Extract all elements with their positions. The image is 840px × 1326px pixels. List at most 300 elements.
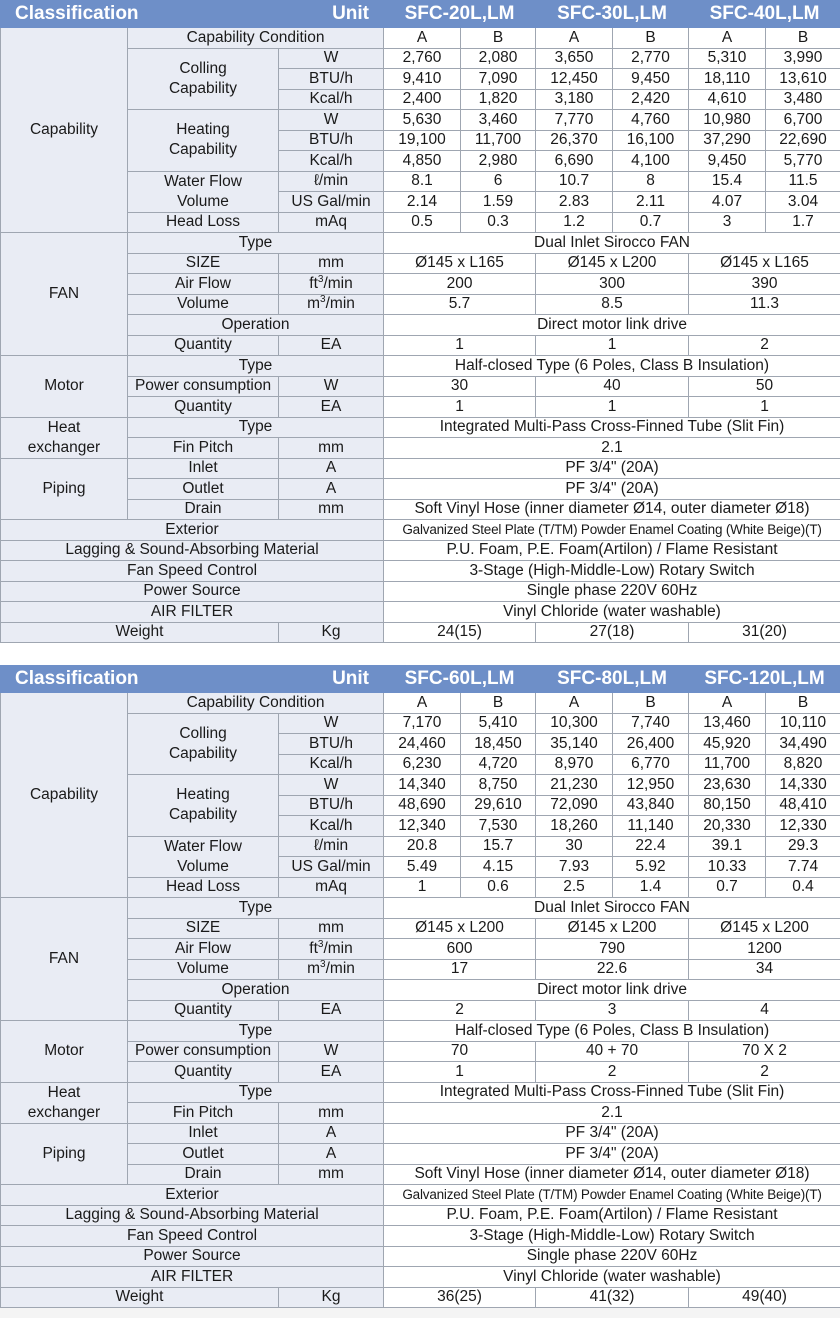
- row-label: Quantity: [128, 397, 279, 418]
- row-label: Power Source: [1, 581, 384, 602]
- value-cell: 11,700: [689, 754, 766, 775]
- condition-cell: B: [461, 693, 536, 714]
- value-cell: 6,690: [536, 151, 613, 172]
- value-cell: Integrated Multi-Pass Cross-Finned Tube (Slit Fin): [384, 1082, 840, 1103]
- table-row: [1, 458, 840, 479]
- table-row: [1, 417, 840, 438]
- row-label: Outlet: [128, 1144, 279, 1165]
- value-cell: 43,840: [613, 795, 689, 816]
- row-label: Quantity: [128, 335, 279, 356]
- group-label: Piping: [1, 458, 128, 520]
- value-cell: 80,150: [689, 795, 766, 816]
- value-cell: 19,100: [384, 130, 461, 151]
- row-label: Type: [128, 356, 384, 377]
- unit-suffix: /min: [325, 295, 355, 313]
- value-cell: 8.5: [536, 294, 689, 315]
- row-label: SIZE: [128, 253, 279, 274]
- unit-cell: EA: [279, 1062, 384, 1083]
- value-cell: 2.5: [536, 877, 613, 898]
- spec-table: [0, 665, 840, 1308]
- value-cell: 2,400: [384, 89, 461, 110]
- value-cell: 7,770: [536, 110, 613, 131]
- value-cell: 37,290: [689, 130, 766, 151]
- value-cell: 5,410: [461, 713, 536, 734]
- value-cell: Ø145 x L200: [536, 253, 689, 274]
- table-row: [1, 581, 840, 602]
- row-label: AIR FILTER: [1, 1267, 384, 1288]
- unit-cell: W: [279, 110, 384, 131]
- value-cell: 40 + 70: [536, 1041, 689, 1062]
- unit-cell: [279, 294, 384, 315]
- row-label: Fin Pitch: [128, 438, 279, 459]
- value-cell: 11,140: [613, 816, 689, 837]
- value-cell: 12,450: [536, 69, 613, 90]
- value-cell: 70 X 2: [689, 1041, 840, 1062]
- row-label: Fin Pitch: [128, 1103, 279, 1124]
- unit-cell: mm: [279, 918, 384, 939]
- value-cell: 11.3: [689, 294, 840, 315]
- value-cell: 23,630: [689, 775, 766, 796]
- value-cell: 36(25): [384, 1287, 536, 1308]
- value-cell: Galvanized Steel Plate (T/TM) Powder Enamel Coating (White Beige)(T): [384, 520, 840, 541]
- row-label: Type: [128, 417, 384, 438]
- value-cell: 29,610: [461, 795, 536, 816]
- value-cell: 5,770: [766, 151, 840, 172]
- value-cell: 3,990: [766, 48, 840, 69]
- value-cell: 12,340: [384, 816, 461, 837]
- value-cell: 31(20): [689, 622, 840, 643]
- table-header: [1, 666, 840, 693]
- value-cell: 12,330: [766, 816, 840, 837]
- group-label: Capability: [1, 693, 128, 898]
- value-cell: Ø145 x L200: [384, 918, 536, 939]
- value-cell: 10.33: [689, 857, 766, 878]
- unit-cell: [279, 274, 384, 295]
- value-cell: 10,980: [689, 110, 766, 131]
- table-row: [1, 602, 840, 623]
- unit-header: Unit: [279, 666, 384, 693]
- value-cell: 1: [384, 335, 536, 356]
- row-label: Fan Speed Control: [1, 1226, 384, 1247]
- row-label: Weight: [1, 1287, 279, 1308]
- value-cell: 5,310: [689, 48, 766, 69]
- value-cell: 2: [689, 335, 840, 356]
- value-cell: Single phase 220V 60Hz: [384, 1246, 840, 1267]
- value-cell: 26,370: [536, 130, 613, 151]
- row-label: SIZE: [128, 918, 279, 939]
- value-cell: P.U. Foam, P.E. Foam(Artilon) / Flame Resistant: [384, 540, 840, 561]
- value-cell: Soft Vinyl Hose (inner diameter Ø14, outer diameter Ø18): [384, 1164, 840, 1185]
- group-label: Heat exchanger: [1, 1082, 128, 1123]
- value-cell: 48,690: [384, 795, 461, 816]
- model-header: SFC-60L,LM: [384, 666, 536, 693]
- value-cell: 2.1: [384, 438, 840, 459]
- unit-header: Unit: [279, 1, 384, 28]
- condition-cell: A: [536, 693, 613, 714]
- table-row: [1, 540, 840, 561]
- classification-header: Classification: [1, 1, 279, 28]
- value-cell: Single phase 220V 60Hz: [384, 581, 840, 602]
- group-label: Heat exchanger: [1, 417, 128, 458]
- value-cell: 15.4: [689, 171, 766, 192]
- subgroup-label: Colling Capability: [128, 48, 279, 110]
- value-cell: 2,080: [461, 48, 536, 69]
- unit-cell: A: [279, 479, 384, 500]
- value-cell: Ø145 x L165: [689, 253, 840, 274]
- value-cell: 24(15): [384, 622, 536, 643]
- unit-exponent: 3: [320, 294, 326, 306]
- unit-exponent: 3: [320, 959, 326, 971]
- value-cell: 10,110: [766, 713, 840, 734]
- model-header: SFC-30L,LM: [536, 1, 689, 28]
- unit-cell: A: [279, 458, 384, 479]
- unit-cell: A: [279, 1123, 384, 1144]
- value-cell: 2,770: [613, 48, 689, 69]
- value-cell: 14,330: [766, 775, 840, 796]
- unit-cell: Kg: [279, 622, 384, 643]
- subgroup-label: Water Flow Volume: [128, 171, 279, 212]
- subgroup-label: Colling Capability: [128, 713, 279, 775]
- value-cell: Dual Inlet Sirocco FAN: [384, 898, 840, 919]
- value-cell: 9,450: [613, 69, 689, 90]
- model-header: SFC-20L,LM: [384, 1, 536, 28]
- group-label: Capability: [1, 28, 128, 233]
- value-cell: 4,850: [384, 151, 461, 172]
- value-cell: 5.7: [384, 294, 536, 315]
- value-cell: 7,740: [613, 713, 689, 734]
- value-cell: 1.7: [766, 212, 840, 233]
- value-cell: 1: [384, 397, 536, 418]
- unit-cell: BTU/h: [279, 69, 384, 90]
- row-label: Fan Speed Control: [1, 561, 384, 582]
- value-cell: 22.6: [536, 959, 689, 980]
- value-cell: 4.07: [689, 192, 766, 213]
- value-cell: 1.4: [613, 877, 689, 898]
- row-label: Quantity: [128, 1000, 279, 1021]
- value-cell: 2: [384, 1000, 536, 1021]
- table-row: [1, 1267, 840, 1288]
- value-cell: 2: [536, 1062, 689, 1083]
- value-cell: 15.7: [461, 836, 536, 857]
- row-label: Drain: [128, 499, 279, 520]
- model-header: SFC-80L,LM: [536, 666, 689, 693]
- value-cell: Ø145 x L200: [536, 918, 689, 939]
- row-label: Operation: [128, 980, 384, 1001]
- value-cell: 3: [536, 1000, 689, 1021]
- value-cell: 8,970: [536, 754, 613, 775]
- table-row: [1, 520, 840, 541]
- table-row: [1, 233, 840, 254]
- value-cell: 3-Stage (High-Middle-Low) Rotary Switch: [384, 1226, 840, 1247]
- value-cell: Ø145 x L165: [384, 253, 536, 274]
- value-cell: 7,090: [461, 69, 536, 90]
- table-row: [1, 1123, 840, 1144]
- subgroup-label: Water Flow Volume: [128, 836, 279, 877]
- value-cell: Dual Inlet Sirocco FAN: [384, 233, 840, 254]
- value-cell: 4.15: [461, 857, 536, 878]
- value-cell: 1200: [689, 939, 840, 960]
- model-header: SFC-40L,LM: [689, 1, 840, 28]
- row-label: Head Loss: [128, 877, 279, 898]
- value-cell: 3,460: [461, 110, 536, 131]
- unit-cell: mm: [279, 253, 384, 274]
- unit-cell: mm: [279, 1103, 384, 1124]
- table-row: [1, 28, 840, 49]
- value-cell: Half-closed Type (6 Poles, Class B Insulation): [384, 356, 840, 377]
- value-cell: 4: [689, 1000, 840, 1021]
- value-cell: 41(32): [536, 1287, 689, 1308]
- value-cell: 45,920: [689, 734, 766, 755]
- unit-cell: Kg: [279, 1287, 384, 1308]
- condition-cell: B: [461, 28, 536, 49]
- value-cell: 2: [689, 1062, 840, 1083]
- value-cell: 16,100: [613, 130, 689, 151]
- unit-cell: A: [279, 1144, 384, 1165]
- unit-cell: Kcal/h: [279, 151, 384, 172]
- value-cell: 10,300: [536, 713, 613, 734]
- unit-base: ft: [309, 939, 318, 957]
- value-cell: 18,110: [689, 69, 766, 90]
- unit-cell: ℓ/min: [279, 836, 384, 857]
- unit-cell: mAq: [279, 212, 384, 233]
- value-cell: 26,400: [613, 734, 689, 755]
- row-label: Power consumption: [128, 376, 279, 397]
- value-cell: 1: [536, 335, 689, 356]
- condition-cell: B: [613, 693, 689, 714]
- value-cell: 1: [384, 877, 461, 898]
- value-cell: PF 3/4" (20A): [384, 458, 840, 479]
- unit-cell: W: [279, 1041, 384, 1062]
- value-cell: 20,330: [689, 816, 766, 837]
- condition-cell: B: [613, 28, 689, 49]
- table-row: [1, 1287, 840, 1308]
- unit-base: m: [307, 295, 321, 313]
- value-cell: 2,980: [461, 151, 536, 172]
- value-cell: 17: [384, 959, 536, 980]
- value-cell: 200: [384, 274, 536, 295]
- table-spacer: [0, 643, 840, 665]
- value-cell: 6: [461, 171, 536, 192]
- unit-cell: Kcal/h: [279, 754, 384, 775]
- value-cell: Galvanized Steel Plate (T/TM) Powder Enamel Coating (White Beige)(T): [384, 1185, 840, 1206]
- condition-cell: B: [766, 28, 840, 49]
- value-cell: 40: [536, 376, 689, 397]
- value-cell: 22.4: [613, 836, 689, 857]
- value-cell: 1.59: [461, 192, 536, 213]
- unit-cell: US Gal/min: [279, 192, 384, 213]
- value-cell: 49(40): [689, 1287, 840, 1308]
- value-cell: 27(18): [536, 622, 689, 643]
- table-row: [1, 1246, 840, 1267]
- value-cell: 4,610: [689, 89, 766, 110]
- value-cell: 1,820: [461, 89, 536, 110]
- row-label: Type: [128, 898, 384, 919]
- value-cell: 2,420: [613, 89, 689, 110]
- group-label: Motor: [1, 1021, 128, 1083]
- row-label: Power Source: [1, 1246, 384, 1267]
- row-label: AIR FILTER: [1, 602, 384, 623]
- value-cell: 7.74: [766, 857, 840, 878]
- classification-header: Classification: [1, 666, 279, 693]
- unit-cell: mm: [279, 1164, 384, 1185]
- value-cell: 72,090: [536, 795, 613, 816]
- value-cell: 48,410: [766, 795, 840, 816]
- table-row: [1, 561, 840, 582]
- value-cell: 0.7: [613, 212, 689, 233]
- condition-cell: A: [384, 28, 461, 49]
- row-label: Volume: [128, 294, 279, 315]
- value-cell: PF 3/4" (20A): [384, 1123, 840, 1144]
- unit-cell: Kcal/h: [279, 816, 384, 837]
- condition-cell: A: [384, 693, 461, 714]
- unit-cell: mm: [279, 499, 384, 520]
- value-cell: 8,750: [461, 775, 536, 796]
- unit-cell: EA: [279, 397, 384, 418]
- spec-table: [0, 0, 840, 643]
- value-cell: 390: [689, 274, 840, 295]
- value-cell: 12,950: [613, 775, 689, 796]
- value-cell: Direct motor link drive: [384, 980, 840, 1001]
- value-cell: 3,650: [536, 48, 613, 69]
- value-cell: 24,460: [384, 734, 461, 755]
- unit-cell: W: [279, 48, 384, 69]
- value-cell: 1: [689, 397, 840, 418]
- unit-cell: Kcal/h: [279, 89, 384, 110]
- value-cell: 13,610: [766, 69, 840, 90]
- value-cell: 18,260: [536, 816, 613, 837]
- row-label: Exterior: [1, 520, 384, 541]
- value-cell: 1.2: [536, 212, 613, 233]
- value-cell: 3-Stage (High-Middle-Low) Rotary Switch: [384, 561, 840, 582]
- row-label: Air Flow: [128, 274, 279, 295]
- row-label: Type: [128, 1082, 384, 1103]
- value-cell: 5,630: [384, 110, 461, 131]
- value-cell: 1: [536, 397, 689, 418]
- value-cell: 11,700: [461, 130, 536, 151]
- row-label: Volume: [128, 959, 279, 980]
- value-cell: 35,140: [536, 734, 613, 755]
- value-cell: Vinyl Chloride (water washable): [384, 602, 840, 623]
- unit-cell: W: [279, 775, 384, 796]
- value-cell: 29.3: [766, 836, 840, 857]
- row-label: Capability Condition: [128, 28, 384, 49]
- value-cell: 10.7: [536, 171, 613, 192]
- value-cell: 21,230: [536, 775, 613, 796]
- condition-cell: A: [689, 693, 766, 714]
- unit-cell: EA: [279, 1000, 384, 1021]
- unit-cell: mAq: [279, 877, 384, 898]
- unit-cell: EA: [279, 335, 384, 356]
- value-cell: 0.5: [384, 212, 461, 233]
- value-cell: 0.3: [461, 212, 536, 233]
- value-cell: 8,820: [766, 754, 840, 775]
- row-label: Quantity: [128, 1062, 279, 1083]
- table-row: [1, 1226, 840, 1247]
- value-cell: 22,690: [766, 130, 840, 151]
- value-cell: Soft Vinyl Hose (inner diameter Ø14, outer diameter Ø18): [384, 499, 840, 520]
- value-cell: 5.92: [613, 857, 689, 878]
- row-label: Operation: [128, 315, 384, 336]
- unit-cell: BTU/h: [279, 734, 384, 755]
- value-cell: 50: [689, 376, 840, 397]
- value-cell: PF 3/4" (20A): [384, 1144, 840, 1165]
- group-label: FAN: [1, 233, 128, 356]
- row-label: Inlet: [128, 458, 279, 479]
- condition-cell: A: [536, 28, 613, 49]
- value-cell: 0.4: [766, 877, 840, 898]
- table-row: [1, 1082, 840, 1103]
- value-cell: 3,480: [766, 89, 840, 110]
- value-cell: 20.8: [384, 836, 461, 857]
- row-label: Air Flow: [128, 939, 279, 960]
- unit-cell: W: [279, 376, 384, 397]
- value-cell: 3.04: [766, 192, 840, 213]
- table-row: [1, 356, 840, 377]
- subgroup-label: Heating Capability: [128, 775, 279, 837]
- value-cell: 6,700: [766, 110, 840, 131]
- table-header: [1, 1, 840, 28]
- group-label: Piping: [1, 1123, 128, 1185]
- value-cell: 2.11: [613, 192, 689, 213]
- row-label: Inlet: [128, 1123, 279, 1144]
- value-cell: PF 3/4" (20A): [384, 479, 840, 500]
- value-cell: 13,460: [689, 713, 766, 734]
- unit-cell: [279, 959, 384, 980]
- value-cell: 2.1: [384, 1103, 840, 1124]
- unit-cell: mm: [279, 438, 384, 459]
- value-cell: 300: [536, 274, 689, 295]
- row-label: Weight: [1, 622, 279, 643]
- value-cell: 5.49: [384, 857, 461, 878]
- unit-base: m: [307, 960, 321, 978]
- unit-cell: BTU/h: [279, 130, 384, 151]
- unit-suffix: /min: [325, 960, 355, 978]
- value-cell: 4,100: [613, 151, 689, 172]
- value-cell: 30: [384, 376, 536, 397]
- row-label: Power consumption: [128, 1041, 279, 1062]
- value-cell: 2.83: [536, 192, 613, 213]
- table-row: [1, 693, 840, 714]
- value-cell: 6,230: [384, 754, 461, 775]
- model-header: SFC-120L,LM: [689, 666, 840, 693]
- subgroup-label: Heating Capability: [128, 110, 279, 172]
- row-label: Outlet: [128, 479, 279, 500]
- value-cell: Half-closed Type (6 Poles, Class B Insulation): [384, 1021, 840, 1042]
- table-row: [1, 898, 840, 919]
- value-cell: 4,760: [613, 110, 689, 131]
- value-cell: Integrated Multi-Pass Cross-Finned Tube (Slit Fin): [384, 417, 840, 438]
- group-label: FAN: [1, 898, 128, 1021]
- condition-cell: B: [766, 693, 840, 714]
- row-label: Lagging & Sound-Absorbing Material: [1, 1205, 384, 1226]
- value-cell: 11.5: [766, 171, 840, 192]
- unit-suffix: /min: [323, 274, 353, 292]
- value-cell: Direct motor link drive: [384, 315, 840, 336]
- value-cell: 0.6: [461, 877, 536, 898]
- unit-cell: [279, 939, 384, 960]
- unit-exponent: 3: [317, 273, 324, 285]
- table-row: [1, 1185, 840, 1206]
- unit-exponent: 3: [317, 938, 324, 950]
- value-cell: Vinyl Chloride (water washable): [384, 1267, 840, 1288]
- group-label: Motor: [1, 356, 128, 418]
- value-cell: 4,720: [461, 754, 536, 775]
- value-cell: 34: [689, 959, 840, 980]
- unit-cell: W: [279, 713, 384, 734]
- value-cell: 18,450: [461, 734, 536, 755]
- table-row: [1, 1021, 840, 1042]
- unit-cell: US Gal/min: [279, 857, 384, 878]
